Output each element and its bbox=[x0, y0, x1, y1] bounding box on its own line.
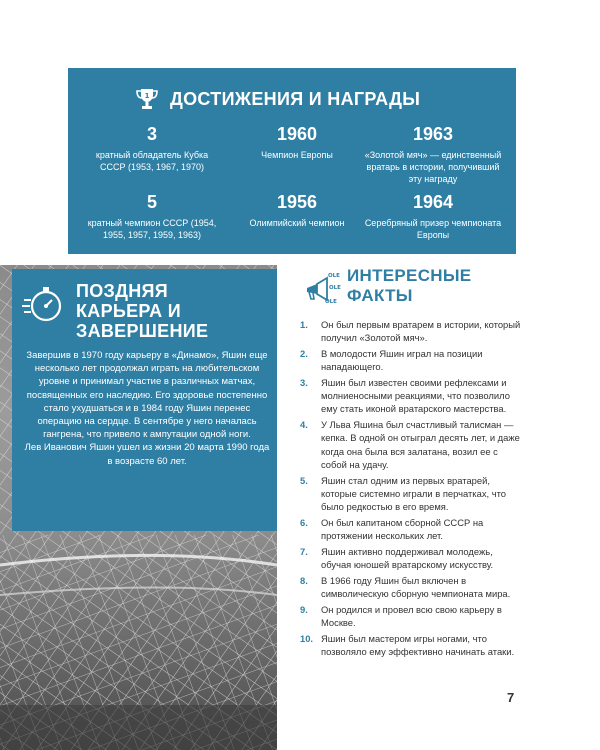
fact-text: В 1966 году Яшин был включен в символическую сборную чемпионата мира. bbox=[321, 574, 511, 600]
achievement-desc: Чемпион Европы bbox=[261, 150, 333, 160]
late-career-title: ПОЗДНЯЯ КАРЬЕРА И ЗАВЕРШЕНИЕ bbox=[76, 281, 209, 341]
svg-text:1: 1 bbox=[144, 92, 150, 100]
achievement-number: 1956 bbox=[276, 192, 318, 212]
achievement-desc: «Золотой мяч» — единственный вратарь в истории, получивший эту награду bbox=[364, 150, 502, 184]
achievement-item bbox=[227, 124, 367, 161]
fact-item bbox=[300, 318, 525, 344]
fact-item bbox=[300, 516, 525, 542]
facts-title: ИНТЕРЕСНЫЕ ФАКТЫ bbox=[347, 266, 472, 305]
achievement-item bbox=[82, 192, 222, 241]
fact-number: 4. bbox=[300, 419, 308, 431]
fact-number: 9. bbox=[300, 603, 308, 615]
fact-item bbox=[300, 347, 525, 373]
fact-item bbox=[300, 632, 525, 658]
achievements-header bbox=[134, 86, 420, 112]
icon-text: OLE bbox=[328, 273, 340, 279]
fact-item bbox=[300, 418, 525, 471]
icon-text: OLE bbox=[325, 299, 337, 305]
fact-text: Он был капитаном сборной СССР на протяжении нескольких лет. bbox=[321, 516, 484, 542]
fact-text: У Льва Яшина был счастливый талисман — кепка. В одной он отыграл десять лет, и даже когда она была вся залатана, возил ее с собой на удачу. bbox=[321, 419, 520, 470]
fact-number: 3. bbox=[300, 377, 308, 388]
fact-text: Он родился и провел всю свою карьеру в Москве. bbox=[321, 603, 502, 629]
late-career-paragraph: Лев Иванович Яшин ушел из жизни 20 марта 1990 года в возрасте 60 лет. bbox=[24, 442, 270, 467]
late-career-box bbox=[12, 269, 277, 531]
fact-text: Яшин активно поддерживал молодежь, обучая юношей вратарскому искусству. bbox=[321, 545, 494, 571]
achievement-number: 3 bbox=[146, 124, 157, 144]
facts-list bbox=[300, 318, 525, 661]
fact-item bbox=[300, 545, 525, 571]
fact-text: Яшин был известен своими рефлексами и молниеносными реакциями, что позволило ему стать иконой вратарского мастерства. bbox=[321, 377, 510, 415]
trophy-icon bbox=[134, 86, 160, 112]
achievement-item bbox=[82, 124, 222, 173]
achievement-item bbox=[227, 192, 367, 229]
achievement-number: 1964 bbox=[412, 192, 454, 212]
achievement-desc: кратный обладатель Кубка СССР (1953, 1967, 1970) bbox=[95, 150, 209, 172]
fact-text: В молодости Яшин играл на позиции нападающего. bbox=[321, 348, 483, 373]
fact-text: Яшин стал одним из первых вратарей, которые системно играли в перчатках, что было редкостью в его время. bbox=[321, 474, 507, 513]
achievements-title: ДОСТИЖЕНИЯ И НАГРАДЫ bbox=[170, 88, 421, 109]
facts-header bbox=[303, 266, 472, 306]
late-career-paragraph: Завершив в 1970 году карьеру в «Динамо», Яшин еще несколько лет продолжал играть на любительском уровне и принимал участие в различных матчах, посвященных его наследию. Его здоровье постепенно стало ухудшаться и в 1984 году Яшин перенес операцию на сердце. В сентябре у него началась гангрена, что привело к ампутации одной ноги. bbox=[26, 350, 268, 441]
fact-number: 1. bbox=[300, 319, 308, 330]
fact-item bbox=[300, 376, 525, 416]
late-career-header bbox=[22, 281, 226, 341]
fact-number: 8. bbox=[300, 574, 308, 586]
achievement-number: 1960 bbox=[276, 124, 318, 144]
late-career-text bbox=[24, 349, 270, 468]
achievement-item bbox=[363, 124, 503, 185]
fact-number: 5. bbox=[300, 474, 308, 486]
stopwatch-icon bbox=[22, 281, 66, 325]
achievements-box bbox=[68, 68, 516, 254]
achievement-number: 5 bbox=[146, 192, 157, 212]
achievement-desc: кратный чемпион СССР (1954, 1955, 1957, 1959, 1963) bbox=[87, 218, 217, 240]
achievement-desc: Олимпийский чемпион bbox=[249, 218, 345, 228]
fact-item bbox=[300, 474, 525, 514]
fact-item bbox=[300, 603, 525, 629]
achievement-desc: Серебряный призер чемпионата Европы bbox=[364, 218, 502, 240]
fact-number: 7. bbox=[300, 545, 308, 557]
fact-number: 6. bbox=[300, 516, 308, 528]
megaphone-icon bbox=[303, 268, 339, 304]
fact-number: 10. bbox=[300, 632, 314, 644]
fact-text: Яшин был мастером игры ногами, что позволяло ему эффективно начинать атаки. bbox=[321, 632, 515, 658]
achievement-number: 1963 bbox=[412, 124, 454, 144]
icon-text: OLE bbox=[329, 285, 341, 291]
page-number: 7 bbox=[507, 690, 515, 705]
fact-text: Он был первым вратарем в истории, который получил «Золотой мяч». bbox=[321, 319, 521, 344]
fact-number: 2. bbox=[300, 348, 308, 359]
fact-item bbox=[300, 574, 525, 600]
achievement-item bbox=[363, 192, 503, 241]
